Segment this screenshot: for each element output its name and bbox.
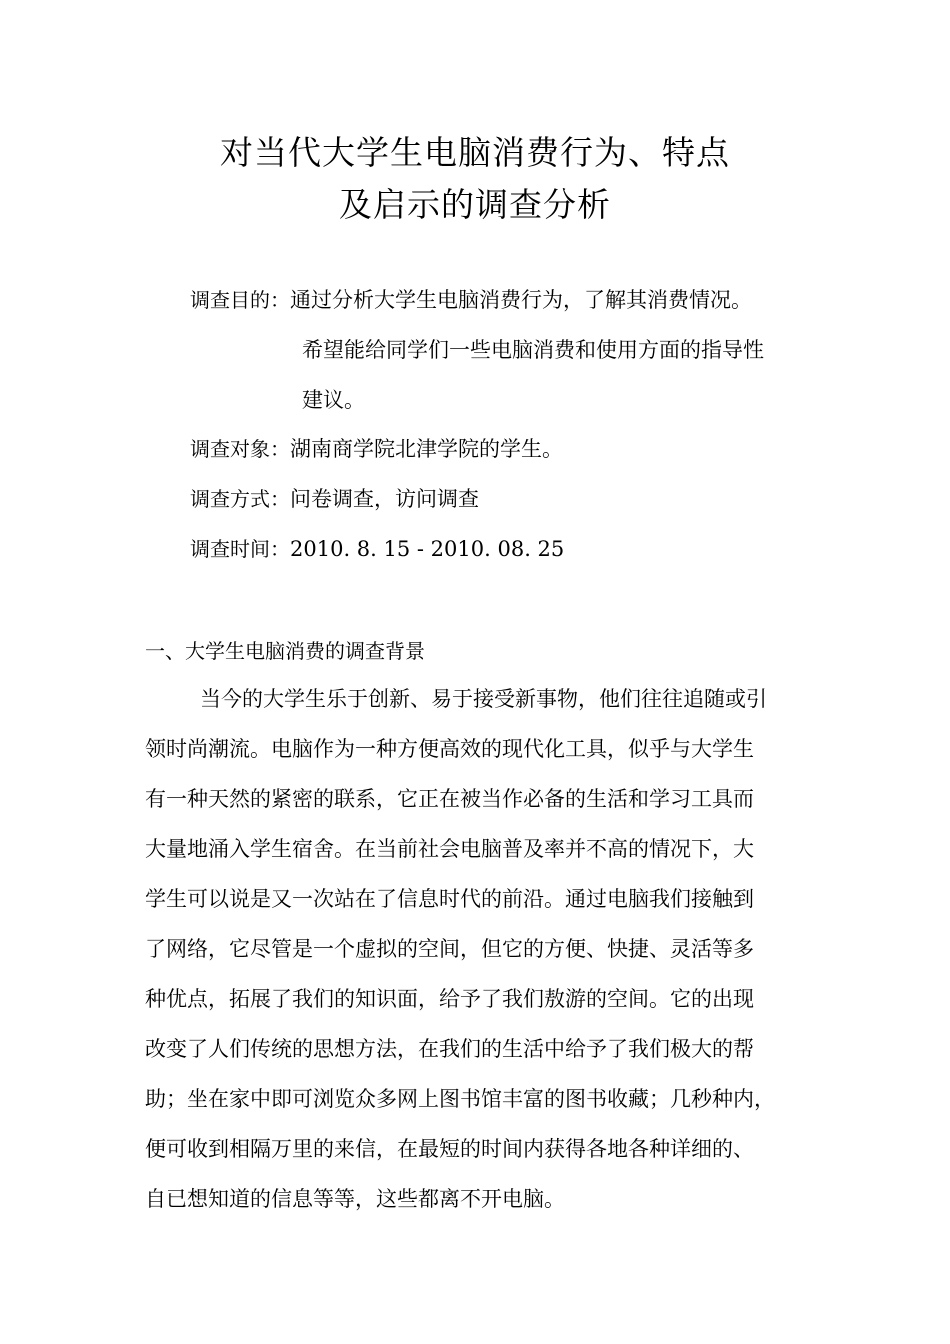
section-1-heading: 一、大学生电脑消费的调查背景 <box>145 639 425 663</box>
meta-time-label: 调查时间： <box>190 537 290 561</box>
section-1-paragraph-line: 自已想知道的信息等等，这些都离不开电脑。 <box>145 1187 565 1211</box>
section-1-paragraph-line: 领时尚潮流。电脑作为一种方便高效的现代化工具，似乎与大学生 <box>145 737 754 761</box>
meta-purpose-row <box>190 285 752 315</box>
meta-purpose-value-line-2: 希望能给同学们一些电脑消费和使用方面的指导性 <box>302 338 764 362</box>
section-1-paragraph-line: 有一种天然的紧密的联系，它正在被当作必备的生活和学习工具而 <box>145 787 754 811</box>
meta-method-label: 调查方式： <box>190 487 290 511</box>
section-1-paragraph-line: 大量地涌入学生宿舍。在当前社会电脑普及率并不高的情况下，大 <box>145 837 754 861</box>
meta-method-row <box>190 484 479 514</box>
meta-purpose-label: 调查目的： <box>190 288 290 312</box>
meta-time-value: 2010. 8. 15 - 2010. 08. 25 <box>290 537 565 561</box>
meta-subject-value: 湖南商学院北津学院的学生。 <box>290 437 563 461</box>
document-title-line-1: 对当代大学生电脑消费行为、特点 <box>220 133 730 172</box>
meta-subject-label: 调查对象： <box>190 437 290 461</box>
section-1-paragraph-line: 助；坐在家中即可浏览众多网上图书馆丰富的图书收藏；几秒种内， <box>145 1087 775 1111</box>
meta-subject-row <box>190 434 563 464</box>
section-1-paragraph-line: 当今的大学生乐于创新、易于接受新事物，他们往往追随或引 <box>200 687 767 711</box>
section-1-paragraph-line: 学生可以说是又一次站在了信息时代的前沿。通过电脑我们接触到 <box>145 887 754 911</box>
meta-method-value: 问卷调查，访问调查 <box>290 487 479 511</box>
section-1-paragraph-line: 便可收到相隔万里的来信，在最短的时间内获得各地各种详细的、 <box>145 1137 754 1161</box>
meta-time-row <box>190 534 564 564</box>
section-1-paragraph-line: 改变了人们传统的思想方法，在我们的生活中给予了我们极大的帮 <box>145 1037 754 1061</box>
section-1-paragraph-line: 了网络，它尽管是一个虚拟的空间，但它的方便、快捷、灵活等多 <box>145 937 754 961</box>
meta-purpose-value-line-3: 建议。 <box>302 388 365 412</box>
section-1-paragraph-line: 种优点，拓展了我们的知识面，给予了我们敖游的空间。它的出现 <box>145 987 754 1011</box>
document-title-line-2: 及启示的调查分析 <box>339 185 611 224</box>
meta-purpose-value-line-1: 通过分析大学生电脑消费行为，了解其消费情况。 <box>290 288 752 312</box>
